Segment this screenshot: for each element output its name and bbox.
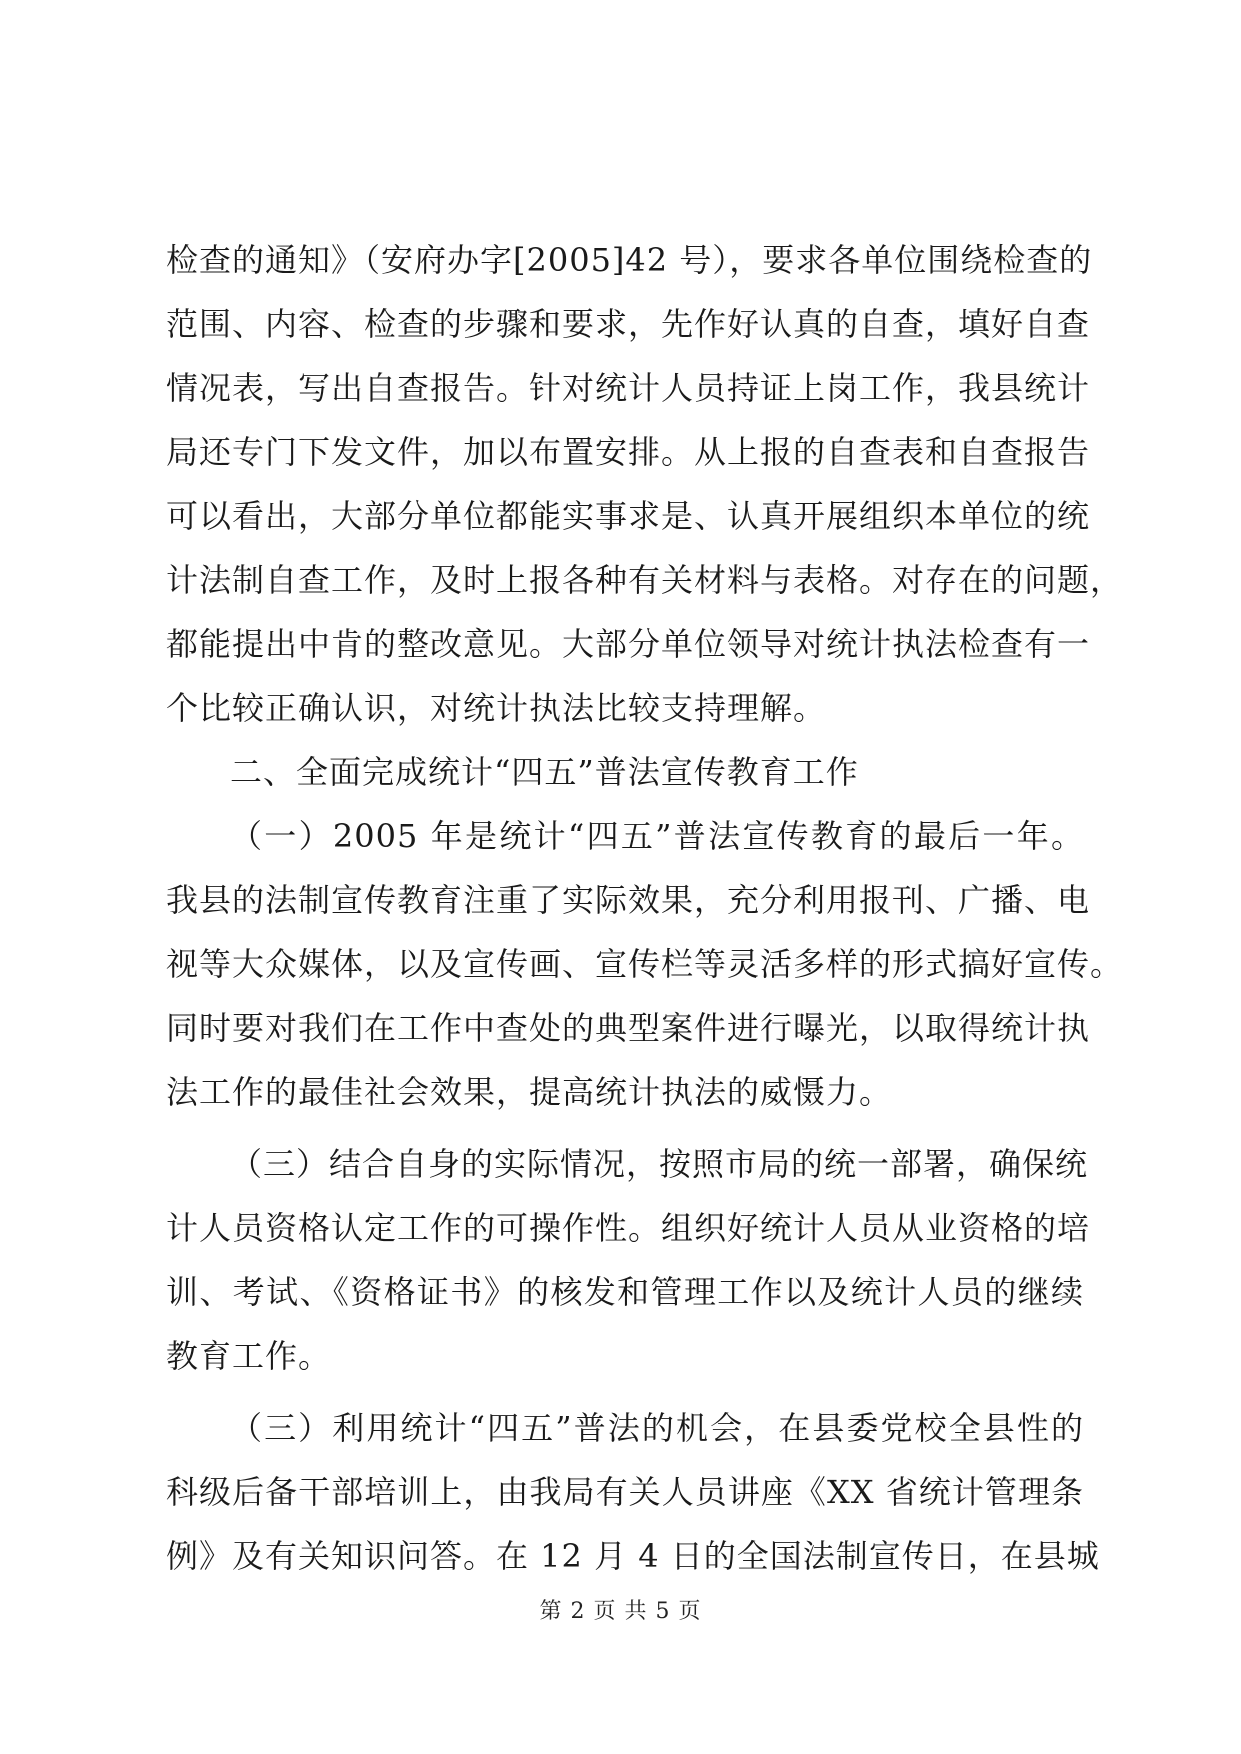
- text-line: 同时要对我们在工作中查处的典型案件进行曝光，以取得统计执: [166, 1009, 1091, 1047]
- text-line: 我县的法制宣传教育注重了实际效果，充分利用报刊、广播、电: [166, 881, 1091, 919]
- text-line: 教育工作。: [166, 1337, 332, 1375]
- text-line: 训、考试、《资格证书》的核发和管理工作以及统计人员的继续: [166, 1273, 1084, 1311]
- document-body: [166, 228, 1124, 1588]
- text-line: 计法制自查工作，及时上报各种有关材料与表格。对存在的问题，: [166, 561, 1124, 599]
- text-line: （三）结合自身的实际情况，按照市局的统一部署，确保统: [230, 1145, 1089, 1183]
- text-line: （一）2005 年是统计“四五”普法宣传教育的最后一年。: [230, 817, 1084, 855]
- text-line: 局还专门下发文件，加以布置安排。从上报的自查表和自查报告: [166, 433, 1091, 471]
- text-line: 例》及有关知识问答。在 12 月 4 日的全国法制宣传日，在县城: [166, 1537, 1100, 1575]
- text-line: （三）利用统计“四五”普法的机会，在县委党校全县性的: [230, 1409, 1084, 1447]
- text-line: 科级后备干部培训上，由我局有关人员讲座《XX 省统计管理条: [166, 1473, 1084, 1511]
- text-line: 计人员资格认定工作的可操作性。组织好统计人员从业资格的培: [166, 1209, 1091, 1247]
- text-line: 视等大众媒体，以及宣传画、宣传栏等灵活多样的形式搞好宣传。: [166, 945, 1124, 983]
- page-number-footer: 第 2 页 共 5 页: [539, 1599, 702, 1624]
- text-line: 可以看出，大部分单位都能实事求是、认真开展组织本单位的统: [166, 497, 1091, 535]
- text-line: 情况表，写出自查报告。针对统计人员持证上岗工作，我县统计: [166, 369, 1091, 407]
- text-line: 个比较正确认识，对统计执法比较支持理解。: [166, 689, 827, 727]
- text-line: 范围、内容、检查的步骤和要求，先作好认真的自查，填好自查: [166, 305, 1091, 343]
- text-line: 法工作的最佳社会效果，提高统计执法的威慑力。: [166, 1073, 893, 1111]
- text-line: 检查的通知》（安府办字[2005]42 号），要求各单位围绕检查的: [166, 241, 1093, 279]
- section-heading: 二、全面完成统计“四五”普法宣传教育工作: [230, 753, 859, 791]
- text-line: 都能提出中肯的整改意见。大部分单位领导对统计执法检查有一: [166, 625, 1091, 663]
